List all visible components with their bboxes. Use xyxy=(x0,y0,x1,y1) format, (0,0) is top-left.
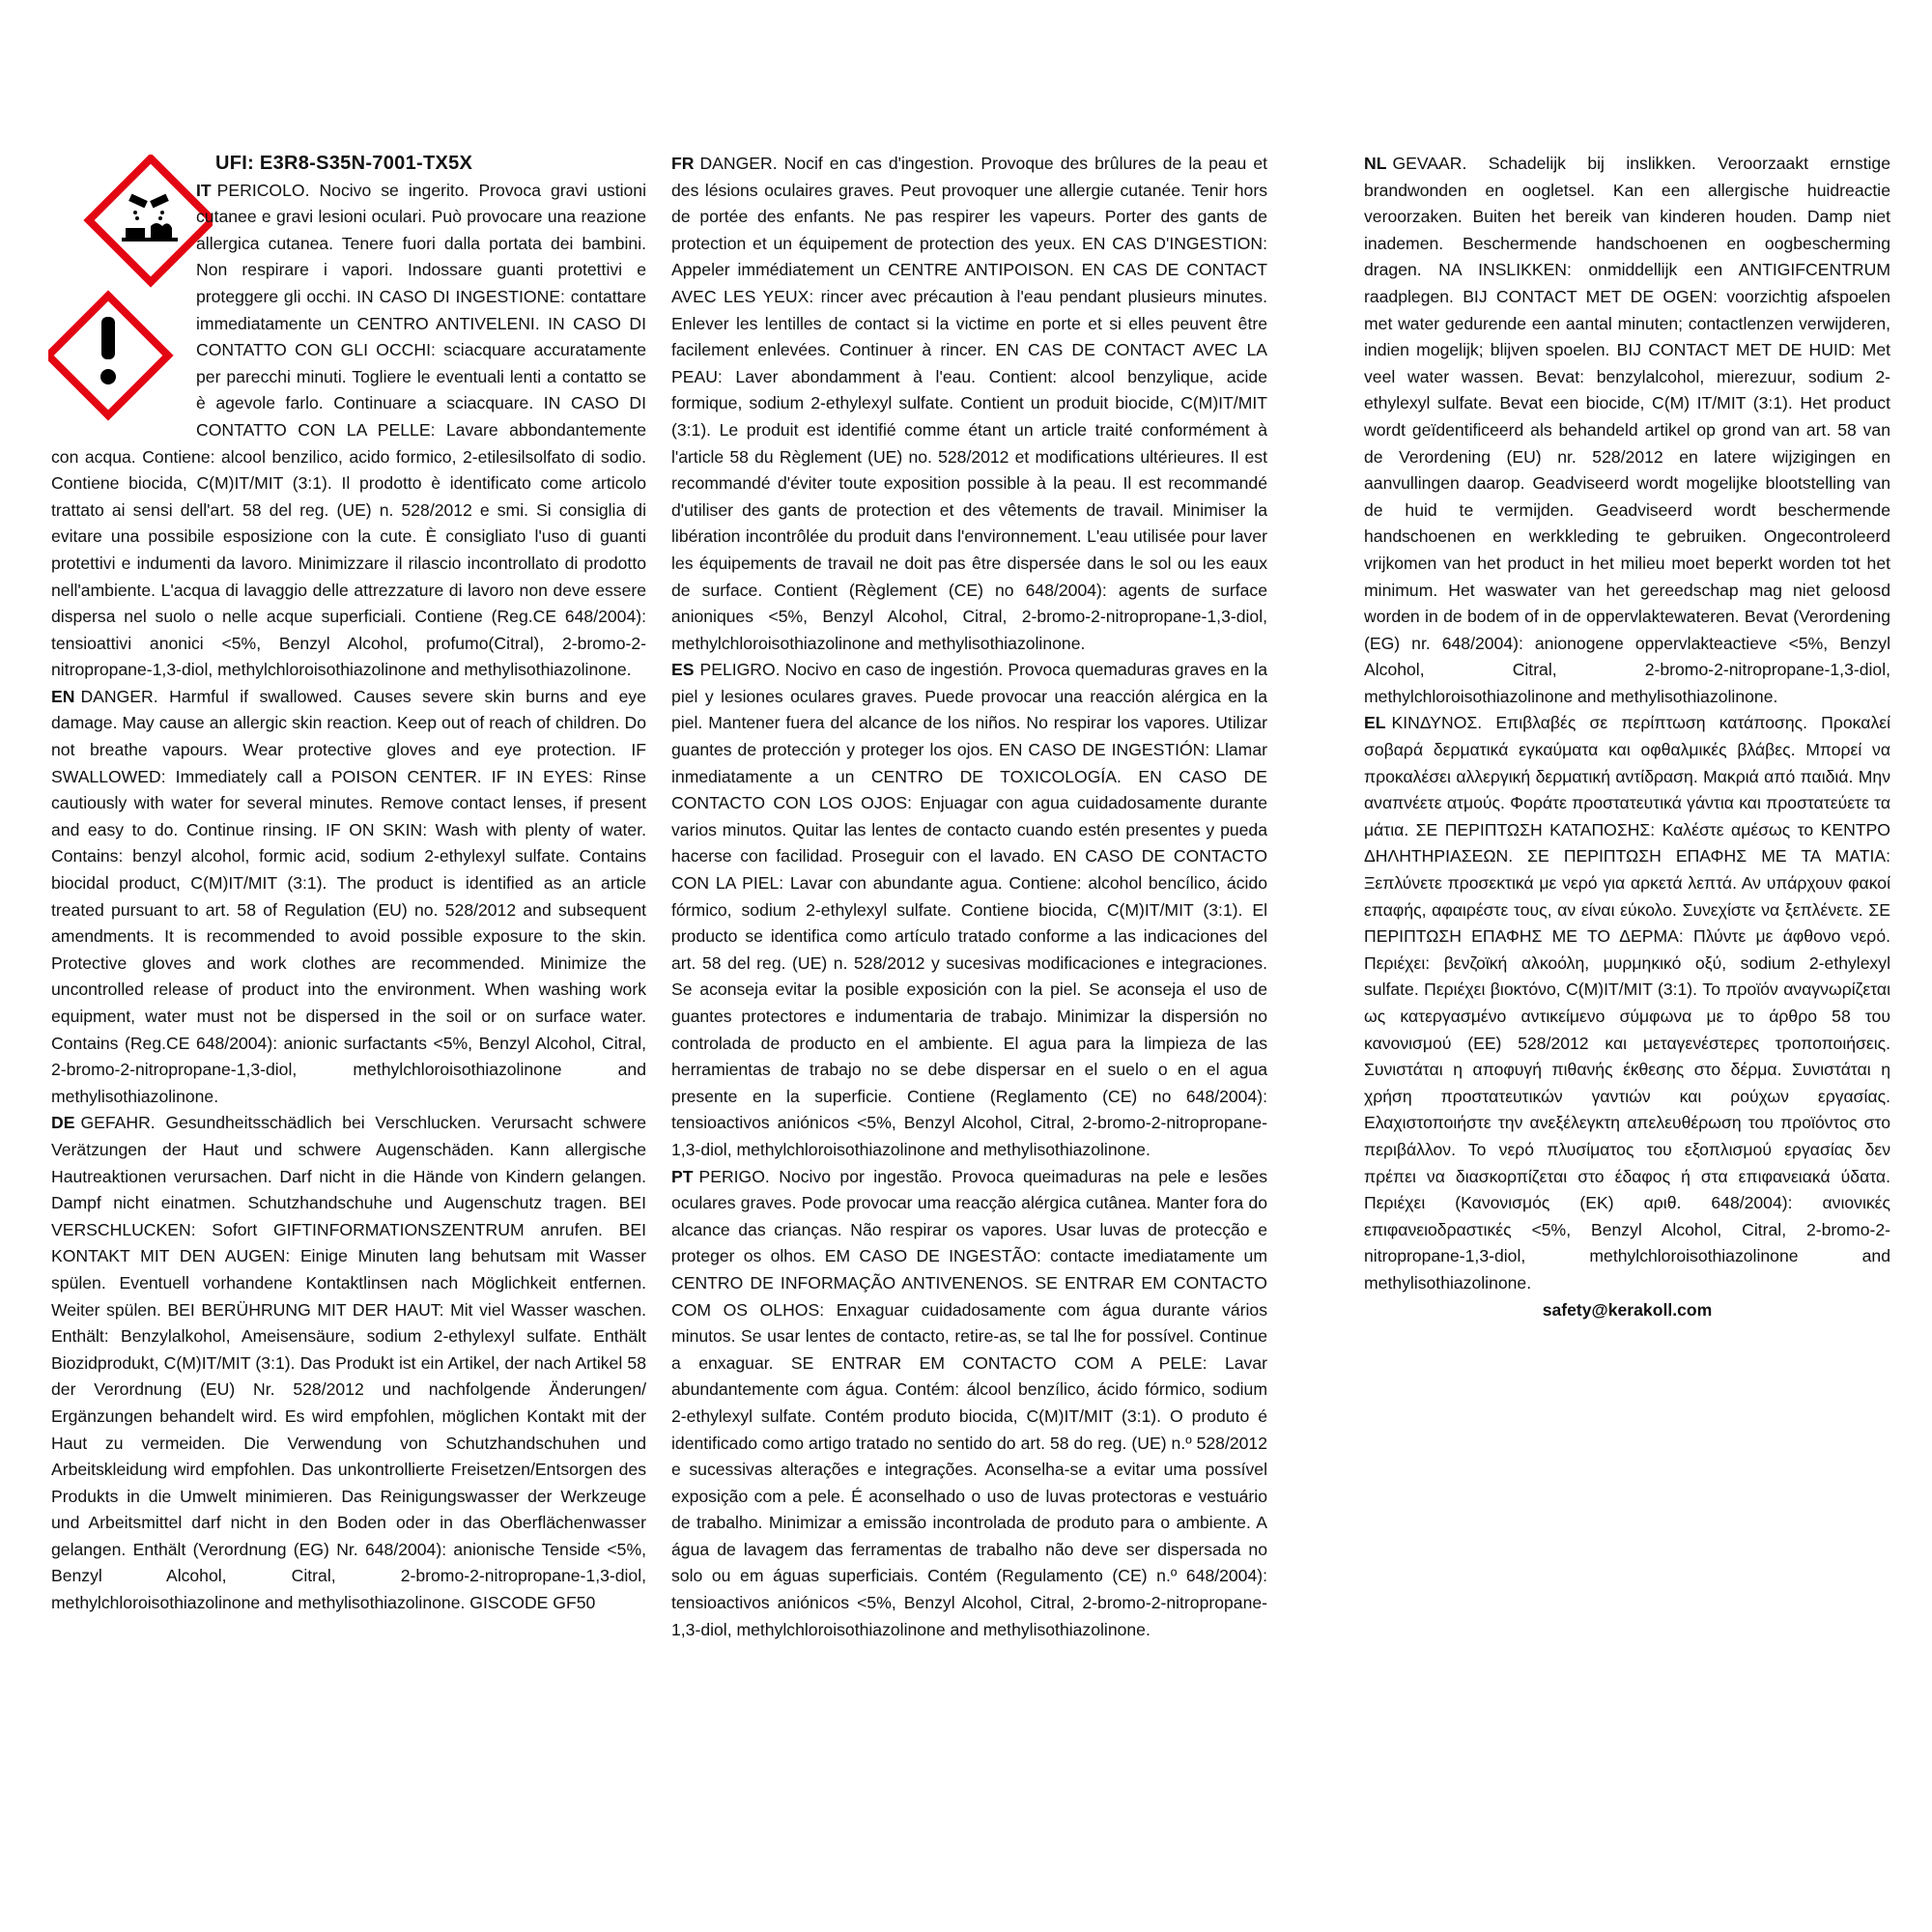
lang-code: EN xyxy=(51,686,75,706)
contact-email[interactable]: safety@kerakoll.com xyxy=(1542,1299,1713,1320)
section-text: PELIGRO. Nocivo en caso de ingestión. Provoca quemaduras graves en la piel y lesiones oculares graves. Puede provocar una reacción alérgica en la piel. Mantener fuera del alcance de los niños. No respirar los vapores. Utilizar guantes de protección y proteger los ojos. EN CASO DE INGESTIÓN: Llamar inmediatamente a un CENTRO DE TOXICOLOGÍA. EN CASO DE CONTACTO CON LOS OJOS: Enjuagar con agua cuidadosamente durante varios minutos. Quitar las lentes de contacto cuando estén presentes y pueda hacerse con facilidad. Proseguir con el lavado. EN CASO DE CONTACTO CON LA PIEL: Lavar con abundante agua. Contiene: alcohol bencílico, ácido fórmico, sodium 2-ethylexyl sulfate. Contiene biocida, C(M)IT/MIT (3:1). El producto se identifica como artículo tratado conforme a las indicaciones del art. 58 del reg. (UE) n. 528/2012 y sucesivas modificaciones e integraciones. Se aconseja evitar la posible exposición con la piel. Se aconseja el uso de guantes protectores e indumentaria de trabajo. Minimizar la dispersión no controlada de producto en el ambiente. El agua para la limpieza de las herramientas de trabajo no se debe dispersar en el suelo o en el agua presente en la superficie. Contiene (Reglamento (CE) no 648/2004): tensioactivos aniónicos <5%, Benzyl Alcohol, Citral, 2-bromo-2-nitropropane-1,3-diol, methylchloroisothiazolinone and methylisothiazolinone. xyxy=(671,660,1267,1159)
lang-code: PT xyxy=(671,1166,694,1186)
section-de xyxy=(51,1110,646,1616)
section-text: DANGER. Nocif en cas d'ingestion. Provoque des brûlures de la peau et des lésions oculaires graves. Peut provoquer une allergie cutanée. Tenir hors de portée des enfants. Ne pas respirer les vapeurs. Porter des gants de protection et un équipement de protection des yeux. EN CAS D'INGESTION: Appeler immédiatement un CENTRE ANTIPOISON. EN CAS DE CONTACT AVEC LES YEUX: rincer avec précaution à l'eau pendant plusieurs minutes. Enlever les lentilles de contact si la victime en porte et si elles peuvent être facilement enlevées. Continuer à rincer. EN CAS DE CONTACT AVEC LA PEAU: Laver abondamment à l'eau. Contient: alcool benzylique, acide formique, sodium 2-ethylexyl sulfate. Contient un produit biocide, C(M)IT/MIT (3:1). Le produit est identifié comme étant un article traité conformément à l'article 58 du Règlement (UE) no. 528/2012 et modifications ultérieures. Il est recommandé d'éviter toute exposition possible à la peau. Il est recommandé d'utiliser des gants de protection et des vêtements de travail. Minimiser la libération incontrôlée du produit dans l'environnement. L'eau utilisée pour laver les équipements de travail ne doit pas être dispersée dans le sol ou les eaux de surface. Contient (Règlement (CE) no 648/2004): agents de surface anioniques <5%, Benzyl Alcohol, Citral, 2-bromo-2-nitropropane-1,3-diol, methylchloroisothiazolinone and methylisothiazolinone. xyxy=(671,154,1267,653)
section-nl xyxy=(1364,151,1890,710)
section-text: GEFAHR. Gesundheitsschädlich bei Verschlucken. Verursacht schwere Verätzungen der Haut und schwere Augenschäden. Kann allergische Hautreaktionen verursachen. Darf nicht in die Hände von Kindern gelangen. Dampf nicht einatmen. Schutzhandschuhe und Augenschutz tragen. BEI VERSCHLUCKEN: Sofort GIFTINFORMATIONSZENTRUM anrufen. BEI KONTAKT MIT DEN AUGEN: Einige Minuten lang behutsam mit Wasser spülen. Eventuell vorhandene Kontaktlinsen nach Möglichkeit entfernen. Weiter spülen. BEI BERÜHRUNG MIT DER HAUT: Mit viel Wasser waschen. Enthält: Benzylalkohol, Ameisensäure, sodium 2-ethylexyl sulfate. Enthält Biozidprodukt, C(M)IT/MIT (3:1). Das Produkt ist ein Artikel, der nach Artikel 58 der Verordnung (EU) Nr. 528/2012 und nachfolgende Änderungen/ Ergänzungen behandelt wird. Es wird empfohlen, möglichen Kontakt mit der Haut zu vermeiden. Die Verwendung von Schutzhandschuhen und Arbeitskleidung wird empfohlen. Das unkontrollierte Freisetzen/Entsorgen des Produkts in die Umwelt minimieren. Das Reinigungswasser der Werkzeuge und Arbeitsmittel darf nicht in den Boden oder in das Oberflächenwasser gelangen. Enthält (Verordnung (EG) Nr. 648/2004): anionische Tenside <5%, Benzyl Alcohol, Citral, 2-bromo-2-nitropropane-1,3-diol, methylchloroisothiazolinone and methylisothiazolinone. GISCODE GF50 xyxy=(51,1113,646,1613)
section-pt xyxy=(671,1164,1267,1644)
section-text: ΚΙΝΔΥΝΟΣ. Επιβλαβές σε περίπτωση κατάποσης. Προκαλεί σοβαρά δερματικά εγκαύματα και οφθαλμικές βλάβες. Μπορεί να προκαλέσει αλλεργική δερματική αντίδραση. Μακριά από παιδιά. Μην αναπνέετε ατμούς. Φοράτε προστατευτικά γάντια και προστατεύετε τα μάτια. ΣΕ ΠΕΡΙΠΤΩΣΗ ΚΑΤΑΠΟΣΗΣ: Καλέστε αμέσως το ΚΕΝΤΡΟ ΔΗΛΗΤΗΡΙΑΣΕΩΝ. ΣΕ ΠΕΡΙΠΤΩΣΗ ΕΠΑΦΗΣ ΜΕ ΤΑ ΜΑΤΙΑ: Ξεπλύνετε προσεκτικά με νερό για αρκετά λεπτά. Αν υπάρχουν φακοί επαφής, αφαιρέστε τους, αν είναι εύκολο. Συνεχίστε να ξεπλένετε. ΣΕ ΠΕΡΙΠΤΩΣΗ ΕΠΑΦΗΣ ΜΕ ΤΟ ΔΕΡΜΑ: Πλύντε με άφθονο νερό. Περιέχει: βενζοϊκή αλκοόλη, μυρμηκικό οξύ, sodium 2-ethylexyl sulfate. Περιέχει βιοκτόνο, C(M)IT/MIT (3:1). Το προϊόν αναγνωρίζεται ως κατεργασμένο αντικείμενο σύμφωνα με το άρθρο 58 του κανονισμού (ΕΕ) 528/2012 και μεταγενέστερες τροποποιήσεις. Συνιστάται η αποφυγή πιθανής έκθεσης στο δέρμα. Συνιστάται η χρήση προστατευτικών γαντιών και ρούχων εργασίας. Ελαχιστοποιήστε την ανεξέλεγκτη απελευθέρωση του προϊόντος στο περιβάλλον. Το νερό πλυσίματος του εξοπλισμού εργασίας δεν πρέπει να διασκορπίζεται στο έδαφος ή στα επιφανειακά ύδατα. Περιέχει (Κανονισμός (ΕΚ) αριθ. 648/2004): ανιονικές επιφανειοδραστικές <5%, Benzyl Alcohol, Citral, 2-bromo-2-nitropropane-1,3-diol, methylchloroisothiazolinone and methylisothiazolinone. xyxy=(1364,713,1890,1293)
section-text: DANGER. Harmful if swallowed. Causes severe skin burns and eye damage. May cause an allergic skin reaction. Keep out of reach of children. Do not breathe vapours. Wear protective gloves and eye protection. IF SWALLOWED: Immediately call a POISON CENTER. IF IN EYES: Rinse cautiously with water for several minutes. Remove contact lenses, if present and easy to do. Continue rinsing. IF ON SKIN: Wash with plenty of water. Contains: benzyl alcohol, formic acid, sodium 2-ethylexyl sulfate. Contains biocidal product, C(M)IT/MIT (3:1). The product is identified as an article treated pursuant to art. 58 of Regulation (EU) no. 528/2012 and subsequent amendments. It is recommended to avoid possible exposure to the skin. Protective gloves and work clothes are recommended. Minimize the uncontrolled release of product into the environment. When washing work equipment, water must not be dispersed in the soil or on surface water. Contains (Reg.CE 648/2004): anionic surfactants <5%, Benzyl Alcohol, Citral, 2-bromo-2-nitropropane-1,3-diol, methylchloroisothiazolinone and methylisothiazolinone. xyxy=(51,686,646,1106)
section-fr xyxy=(671,151,1267,657)
lang-code: NL xyxy=(1364,154,1387,173)
section-text: PERIGO. Nocivo por ingestão. Provoca queimaduras na pele e lesões oculares graves. Pode provocar uma reacção alérgica cutânea. Manter fora do alcance das crianças. Não respirar os vapores. Usar luvas de protecção e proteger os olhos. EM CASO DE INGESTÃO: contacte imediatamente um CENTRO DE INFORMAÇÃO ANTIVENENOS. SE ENTRAR EM CONTACTO COM OS OLHOS: Enxaguar cuidadosamente com água durante vários minutos. Se usar lentes de contacto, retire-as, se tal lhe for possível. Continue a enxaguar. SE ENTRAR EM CONTACTO COM A PELE: Lavar abundantemente com água. Contém: álcool benzílico, ácido fórmico, sodium 2-ethylexyl sulfate. Contém produto biocida, C(M)IT/MIT (3:1). O produto é identificado como artigo tratado no sentido do art. 58 do reg. (UE) n.º 528/2012 e sucessivas alterações e integrações. Aconselha-se a evitar uma possível exposição com a pele. É aconselhado o uso de luvas protectoras e vestuário de trabalho. Minimizar a emissão incontrolada de produto para o ambiente. A água de lavagem das ferramentas de trabalho não deve ser dispersada no solo ou em águas superficiais. Contém (Regulamento (CE) n.º 648/2004): tensioactivos aniónicos <5%, Benzyl Alcohol, Citral, 2-bromo-2-nitropropane-1,3-diol, methylchloroisothiazolinone and methylisothiazolinone. xyxy=(671,1166,1267,1639)
lang-code: IT xyxy=(196,180,212,200)
ufi-code: UFI: E3R8-S35N-7001-TX5X xyxy=(215,153,473,174)
text-column-1 xyxy=(51,151,646,1617)
lang-code: DE xyxy=(51,1113,75,1133)
section-en xyxy=(51,684,646,1111)
section-text: GEVAAR. Schadelijk bij inslikken. Veroorzaakt ernstige brandwonden en oogletsel. Kan een allergische huidreactie veroorzaken. Buiten het bereik van kinderen houden. Damp niet inademen. Beschermende handschoenen en oogbescherming dragen. NA INSLIKKEN: onmiddellijk een ANTIGIFCENTRUM raadplegen. BIJ CONTACT MET DE OGEN: voorzichtig afspoelen met water gedurende een aantal minuten; contactlenzen verwijderen, indien mogelijk; blijven spoelen. BIJ CONTACT MET DE HUID: Met veel water wassen. Bevat: benzylalcohol, mierezuur, sodium 2-ethylexyl sulfate. Bevat een biocide, C(M) IT/MIT (3:1). Het product wordt geïdentificeerd als behandeld artikel op grond van art. 58 van de Verordening (EU) nr. 528/2012 en latere wijzigingen en aanvullingen daarop. Geadviseerd wordt mogelijke blootstelling van de huid te vermijden. Geadviseerd wordt beschermende handschoenen en werkkleding te gebruiken. Ongecontroleerd vrijkomen van het product in het milieu moet beperkt worden tot het minimum. Het waswater van het gereedschap mag niet geloosd worden in de bodem of in de oppervlaktewateren. Bevat (Verordening (EG) nr. 648/2004): anionogene oppervlakteactieve <5%, Benzyl Alcohol, Citral, 2-bromo-2-nitropropane-1,3-diol, methylchloroisothiazolinone and methylisothiazolinone. xyxy=(1364,154,1890,706)
lang-code: EL xyxy=(1364,713,1386,733)
lang-code: FR xyxy=(671,154,695,173)
text-column-3 xyxy=(1364,151,1890,1323)
pictogram-spacer xyxy=(51,178,196,439)
section-es xyxy=(671,657,1267,1163)
section-el xyxy=(1364,710,1890,1296)
text-column-2 xyxy=(671,151,1267,1643)
section-text: PERICOLO. Nocivo se ingerito. Provoca gravi ustioni cutanee e gravi lesioni oculari. Può provocare una reazione allergica cutanea. Tenere fuori dalla portata dei bambini. Non respirare i vapori. Indossare guanti protettivi e proteggere gli occhi. IN CASO DI INGESTIONE: contattare immediatamente un CENTRO ANTIVELENI. IN CASO DI CONTATTO CON GLI OCCHI: sciacquare accuratamente per parecchi minuti. Togliere le eventuali lenti a contatto se è agevole farlo. Continuare a sciacquare. IN CASO DI CONTATTO CON LA PELLE: Lavare abbondantemente con acqua. Contiene: alcool benzilico, acido formico, 2-etilesilsolfato di sodio. Contiene biocida, C(M)IT/MIT (3:1). Il prodotto è identificato come articolo trattato ai sensi dell'art. 58 del reg. (UE) n. 528/2012 e smi. Si consiglia di evitare una possibile esposizione con la cute. È consigliato l'uso di guanti protettivi e indumenti da lavoro. Minimizzare il rilascio incontrollato di prodotto nell'ambiente. L'acqua di lavaggio delle attrezzature di lavoro non deve essere dispersa nel suolo o nelle acque superficiali. Contiene (Reg.CE 648/2004): tensioattivi anonici <5%, Benzyl Alcohol, profumo(Citral), 2-bromo-2-nitropropane-1,3-diol, methylchloroisothiazolinone and methylisothiazolinone. xyxy=(51,180,646,680)
lang-code: ES xyxy=(671,660,695,680)
